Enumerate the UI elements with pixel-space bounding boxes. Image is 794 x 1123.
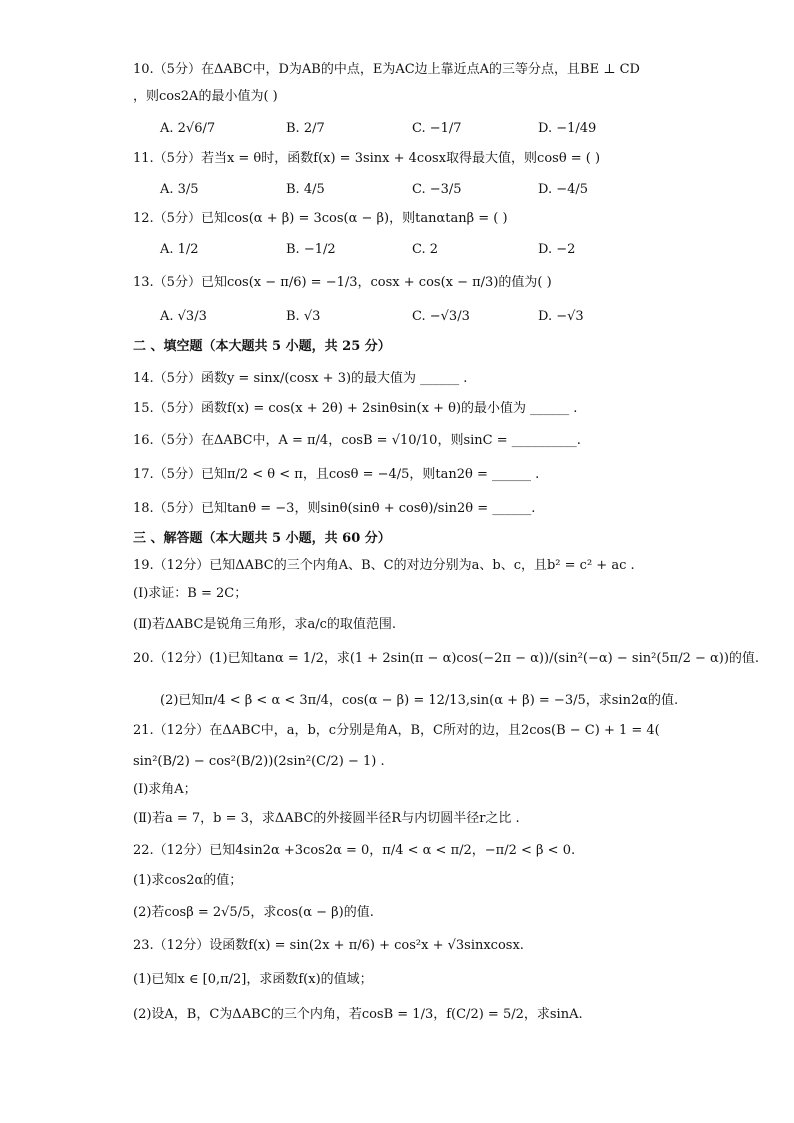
q13-option-a: A. √3/3	[160, 309, 207, 324]
q21-stem-line2: sin²(B/2) − cos²(B/2))(2sin²(C/2) − 1) .	[133, 754, 385, 769]
q11-stem: 11.（5分）若当x = θ时，函数f(x) = 3sinx + 4cosx取得最大值，则cosθ = ( )	[133, 151, 601, 166]
q20-part2: (2)已知π/4 < β < α < 3π/4，cos(α − β) = 12/13,sin(α + β) = −3/5，求sin2α的值.	[160, 693, 679, 708]
q17: 17.（5分）已知π/2 < θ < π，且cosθ = −4/5，则tan2θ = ______ .	[133, 467, 540, 482]
q19-stem: 19.（12分）已知ΔABC的三个内角A、B、C的对边分别为a、b、c，且b² = c² + ac .	[133, 558, 635, 573]
section-fill-in-title: 二 、填空题（本大题共 5 小题，共 25 分）	[133, 339, 391, 354]
q11-option-a: A. 3/5	[160, 182, 199, 197]
q11-option-b: B. 4/5	[286, 182, 325, 197]
q11-option-d: D. −4/5	[538, 182, 589, 197]
q10-option-d: D. −1/49	[538, 121, 597, 136]
q23-part1: (1)已知x ∈ [0,π/2]，求函数f(x)的值域；	[133, 972, 373, 987]
q12-option-b: B. −1/2	[286, 242, 336, 257]
q22-part2: (2)若cosβ = 2√5/5，求cos(α − β)的值.	[133, 905, 374, 920]
q21-part1: (Ⅰ)求角A；	[133, 782, 197, 797]
q12-stem: 12.（5分）已知cos(α + β) = 3cos(α − β)，则tanαtanβ = ( )	[133, 211, 508, 226]
q21-part2: (Ⅱ)若a = 7，b = 3，求ΔABC的外接圆半径R与内切圆半径r之比 .	[133, 811, 520, 826]
q23-stem: 23.（12分）设函数f(x) = sin(2x + π/6) + cos²x + √3sinxcosx.	[133, 938, 524, 953]
q10-option-b: B. 2/7	[286, 121, 325, 136]
q10-stem-line2: ，则cos2A的最小值为( )	[133, 89, 278, 104]
q19-part2: (Ⅱ)若ΔABC是锐角三角形，求a/c的取值范围.	[133, 617, 397, 632]
q13-stem: 13.（5分）已知cos(x − π/6) = −1/3，cosx + cos(x − π/3)的值为( )	[133, 275, 552, 290]
q22-stem: 22.（12分）已知4sin2α +3cos2α = 0，π/4 < α < π/2，−π/2 < β < 0.	[133, 843, 576, 858]
q23-part2: (2)设A，B，C为ΔABC的三个内角，若cosB = 1/3，f(C/2) = 5/2，求sinA.	[133, 1007, 583, 1022]
q20-part1: 20.（12分）(1)已知tanα = 1/2，求(1 + 2sin(π − α)cos(−2π − α))/(sin²(−α) − sin²(5π/2 − α))的值.	[133, 651, 760, 666]
q21-stem-line1: 21.（12分）在ΔABC中，a，b，c分别是角A，B，C所对的边，且2cos(B − C) + 1 = 4(	[133, 723, 660, 738]
q10-option-c: C. −1/7	[412, 121, 462, 136]
section-answers-title: 三 、解答题（本大题共 5 小题，共 60 分）	[133, 531, 391, 546]
q13-option-b: B. √3	[286, 309, 321, 324]
q11-option-c: C. −3/5	[412, 182, 462, 197]
q13-option-c: C. −√3/3	[412, 309, 470, 324]
q15: 15.（5分）函数f(x) = cos(x + 2θ) + 2sinθsin(x + θ)的最小值为 ______ .	[133, 401, 578, 416]
q16: 16.（5分）在ΔABC中，A = π/4，cosB = √10/10，则sinC = __________.	[133, 433, 581, 448]
q14: 14.（5分）函数y = sinx/(cosx + 3)的最大值为 ______ .	[133, 371, 468, 386]
q12-option-a: A. 1/2	[160, 242, 199, 257]
q19-part1: (Ⅰ)求证：B = 2C；	[133, 586, 248, 601]
q12-option-c: C. 2	[412, 242, 439, 257]
q18: 18.（5分）已知tanθ = −3，则sinθ(sinθ + cosθ)/sin2θ = ______.	[133, 501, 536, 516]
q22-part1: (1)求cos2α的值；	[133, 873, 243, 888]
q12-option-d: D. −2	[538, 242, 576, 257]
q10-stem-line1: 10.（5分）在ΔABC中，D为AB的中点，E为AC边上靠近点A的三等分点，且BE ⊥ CD	[133, 62, 640, 77]
q13-option-d: D. −√3	[538, 309, 584, 324]
q10-option-a: A. 2√6/7	[160, 121, 216, 136]
